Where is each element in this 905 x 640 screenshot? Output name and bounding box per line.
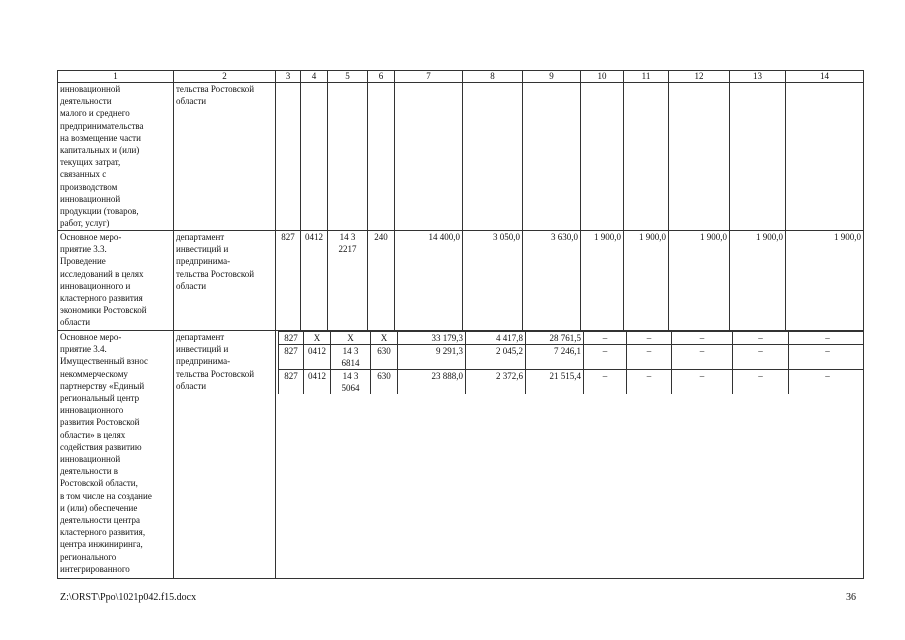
empty-cell	[463, 83, 523, 231]
amount-cell: –	[672, 345, 733, 370]
amount-cell: 4 417,8	[466, 332, 526, 345]
text-line: приятие 3.4.	[60, 344, 107, 355]
empty-cell	[328, 83, 368, 231]
header-cell: 12	[669, 71, 730, 83]
text-line: центра инжиниринга,	[60, 539, 143, 550]
executor-cell	[174, 83, 276, 231]
table-row	[58, 231, 864, 331]
text-line: тельства Ростовской	[176, 268, 255, 279]
amount-cell: –	[584, 345, 627, 370]
rzpr-cell: 0412	[304, 345, 331, 370]
funding-subtable	[278, 331, 864, 394]
header-cell: 5	[328, 71, 368, 83]
empty-cell	[730, 83, 786, 231]
text-line: предпринимательства	[60, 120, 144, 131]
text-line: некоммерческому	[60, 368, 128, 379]
header-cell: 9	[523, 71, 581, 83]
table-row	[58, 331, 864, 579]
text-line: капитальных и (или)	[60, 145, 140, 156]
text-line: развития Ростовской	[60, 417, 140, 428]
text-line: тельства Ростовской	[176, 368, 255, 379]
csr-cell: 14 3 6814	[331, 345, 371, 370]
text-line: инновационного	[60, 405, 124, 416]
measure-description-cell	[58, 83, 174, 231]
text-line: региональный центр	[60, 393, 140, 404]
text-line: Основное меро-	[60, 332, 122, 342]
rzpr-cell: 0412	[301, 231, 328, 331]
amount-cell: 2 372,6	[466, 370, 526, 395]
header-cell: 8	[463, 71, 523, 83]
text-line: инновационной	[60, 84, 121, 94]
header-cell: 14	[786, 71, 864, 83]
text-line: кластерного развития	[60, 293, 143, 304]
text-line: исследований в целях	[60, 268, 144, 279]
text-line: инновационного и	[60, 280, 131, 291]
amount-cell: –	[789, 370, 864, 395]
text-line: предпринима-	[176, 356, 231, 367]
text-line: департамент	[176, 232, 225, 242]
amount-cell: 1 900,0	[624, 231, 669, 331]
amount-cell: 3 630,0	[523, 231, 581, 331]
csr-cell: 14 3 5064	[331, 370, 371, 395]
measure-description-cell	[58, 331, 174, 579]
text-line: экономики Ростовской	[60, 305, 147, 316]
empty-cell	[276, 83, 301, 231]
grbs-cell: 827	[279, 370, 304, 395]
amount-cell: –	[627, 370, 672, 395]
text-line: интегрированного	[60, 563, 130, 574]
header-cell: 6	[368, 71, 395, 83]
amount-cell: –	[584, 332, 627, 345]
amount-cell: 1 900,0	[581, 231, 624, 331]
amount-cell: 14 400,0	[395, 231, 463, 331]
amount-cell: 33 179,3	[398, 332, 466, 345]
text-line: кластерного развития,	[60, 527, 146, 538]
text-line: приятие 3.3.	[60, 244, 107, 255]
text-line: в том числе на создание	[60, 490, 152, 501]
vr-cell: 630	[371, 370, 398, 395]
funding-subrow	[279, 332, 864, 345]
text-line: партнерству «Единый	[60, 380, 145, 391]
empty-cell	[301, 83, 328, 231]
amount-cell: 1 900,0	[669, 231, 730, 331]
grbs-cell: 827	[279, 332, 304, 345]
header-cell: 7	[395, 71, 463, 83]
header-cell: 1	[58, 71, 174, 83]
text-line: Проведение	[60, 256, 106, 267]
text-line: тельства Ростовской	[176, 84, 255, 94]
text-line: деятельности центра	[60, 515, 140, 526]
text-line: деятельности в	[60, 466, 119, 477]
table-header-row	[58, 71, 864, 83]
amount-cell: 3 050,0	[463, 231, 523, 331]
vr-cell: 240	[368, 231, 395, 331]
executor-cell	[174, 231, 276, 331]
amount-cell: 21 515,4	[526, 370, 584, 395]
text-line: инвестиций и	[176, 344, 229, 355]
text-line: предпринима-	[176, 256, 231, 267]
text-line: области	[176, 280, 207, 291]
empty-cell	[786, 83, 864, 231]
csr-cell: Х	[331, 332, 371, 345]
page-number: 36	[846, 592, 856, 603]
header-cell: 10	[581, 71, 624, 83]
text-line: Основное меро-	[60, 232, 122, 242]
empty-cell	[395, 83, 463, 231]
text-line: области	[176, 380, 207, 391]
text-line: продукции (товаров,	[60, 206, 139, 217]
amount-cell: 2 045,2	[466, 345, 526, 370]
amount-cell: –	[733, 345, 789, 370]
table-row	[58, 83, 864, 231]
text-line: инновационной	[60, 193, 121, 204]
text-line: на возмещение части	[60, 132, 141, 143]
footer-file-path: Z:\ORST\Ppo\1021p042.f15.docx	[60, 592, 197, 603]
header-cell: 3	[276, 71, 301, 83]
text-line: департамент	[176, 332, 225, 342]
funding-subrow	[279, 370, 864, 395]
amount-cell: –	[672, 332, 733, 345]
empty-cell	[581, 83, 624, 231]
text-line: деятельности	[60, 96, 112, 107]
text-line: области	[176, 96, 207, 107]
rzpr-cell: Х	[304, 332, 331, 345]
amount-cell: 28 761,5	[526, 332, 584, 345]
text-line: работ, услуг)	[60, 218, 110, 229]
header-cell: 2	[174, 71, 276, 83]
text-line: инвестиций и	[176, 244, 229, 255]
amount-cell: –	[789, 345, 864, 370]
header-cell: 4	[301, 71, 328, 83]
rzpr-cell: 0412	[304, 370, 331, 395]
text-line: области» в целях	[60, 429, 126, 440]
text-line: связанных с	[60, 169, 107, 180]
amount-cell: 1 900,0	[786, 231, 864, 331]
grbs-cell: 827	[276, 231, 301, 331]
text-line: регионального	[60, 551, 117, 562]
text-line: Имущественный взнос	[60, 356, 149, 367]
amount-cell: 9 291,3	[398, 345, 466, 370]
text-line: содействия развитию	[60, 441, 142, 452]
amount-cell: –	[627, 332, 672, 345]
amount-cell: –	[733, 370, 789, 395]
header-cell: 11	[624, 71, 669, 83]
empty-cell	[368, 83, 395, 231]
text-line: и (или) обеспечение	[60, 502, 138, 513]
executor-cell	[174, 331, 276, 579]
vr-cell: Х	[371, 332, 398, 345]
measure-description-cell	[58, 231, 174, 331]
funding-subrows-cell	[276, 331, 864, 579]
budget-table-container	[57, 70, 863, 580]
text-line: Ростовской области,	[60, 478, 138, 489]
budget-table	[57, 70, 864, 579]
text-line: инновационной	[60, 454, 121, 465]
amount-cell: 7 246,1	[526, 345, 584, 370]
grbs-cell: 827	[279, 345, 304, 370]
amount-cell: 23 888,0	[398, 370, 466, 395]
text-line: малого и среднего	[60, 108, 130, 119]
amount-cell: –	[584, 370, 627, 395]
amount-cell: –	[789, 332, 864, 345]
text-line: производством	[60, 181, 118, 192]
text-line: текущих затрат,	[60, 157, 121, 168]
amount-cell: –	[733, 332, 789, 345]
amount-cell: –	[627, 345, 672, 370]
amount-cell: –	[672, 370, 733, 395]
amount-cell: 1 900,0	[730, 231, 786, 331]
text-line: области	[60, 317, 91, 328]
empty-cell	[669, 83, 730, 231]
empty-cell	[523, 83, 581, 231]
funding-subrow	[279, 345, 864, 370]
vr-cell: 630	[371, 345, 398, 370]
csr-cell: 14 3 2217	[328, 231, 368, 331]
empty-cell	[624, 83, 669, 231]
header-cell: 13	[730, 71, 786, 83]
